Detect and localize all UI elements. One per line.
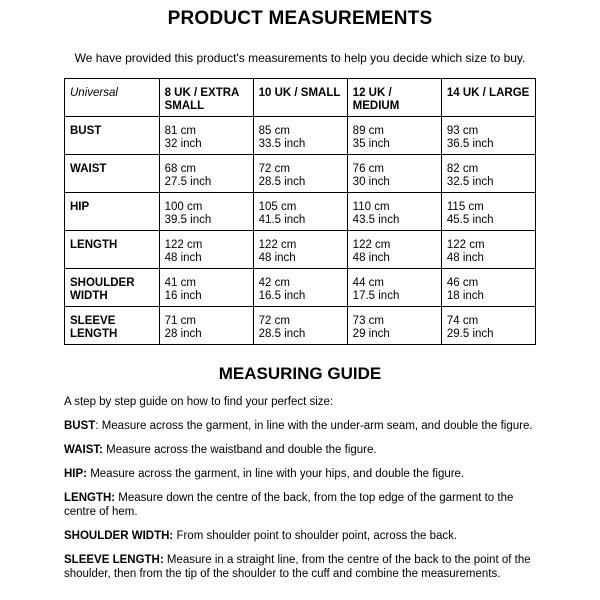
row-label: SLEEVE LENGTH [65, 307, 160, 345]
size-header-12uk: 12 UK / MEDIUM [347, 79, 441, 117]
measurement-cell [347, 117, 441, 155]
measurement-inch: 48 inch [258, 252, 296, 264]
measurement-cell [441, 117, 535, 155]
measurement-inch: 32 inch [164, 138, 202, 150]
measurement-cell [441, 269, 535, 307]
guide-term: BUST [64, 420, 96, 432]
guide-item [64, 443, 544, 457]
measurement-inch: 35 inch [352, 138, 390, 150]
measurement-cm: 122 cm [164, 239, 203, 251]
guide-text: : Measure across the garment, in line with the under-arm seam, and double the figure. [95, 420, 533, 432]
measurement-cm: 72 cm [258, 315, 290, 327]
measurement-inch: 43.5 inch [352, 214, 400, 226]
measurement-cell [159, 307, 253, 345]
table-row [65, 231, 536, 269]
table-header-row [65, 79, 536, 117]
guide-text: Measure in a straight line, from the centre of the back to the point of the shoulder, then from the tip of the shoulder to the cuff and combine the measurements. [64, 554, 531, 580]
measurement-inch: 18 inch [446, 290, 484, 302]
measurement-cm: 89 cm [352, 125, 384, 137]
guide-text: Measure across the waistband and double the figure. [102, 444, 377, 456]
row-label: HIP [65, 193, 160, 231]
measurement-inch: 48 inch [446, 252, 484, 264]
measurement-inch: 29 inch [352, 328, 390, 340]
measurement-cm: 82 cm [446, 163, 479, 175]
measurement-inch: 33.5 inch [258, 138, 306, 150]
measurement-cell [253, 307, 347, 345]
measurement-cell [253, 155, 347, 193]
measurement-cell [253, 193, 347, 231]
measurement-cm: 72 cm [258, 163, 290, 175]
measurement-cm: 41 cm [164, 277, 196, 289]
guide-item [64, 529, 544, 543]
guide-item [64, 419, 544, 433]
measurement-cell [159, 117, 253, 155]
measurement-cell [441, 231, 535, 269]
measurement-cell [347, 155, 441, 193]
measurement-inch: 28.5 inch [258, 328, 306, 340]
measurement-inch: 48 inch [164, 252, 202, 264]
measurement-cm: 73 cm [352, 315, 384, 327]
table-row [65, 193, 536, 231]
measurement-inch: 48 inch [352, 252, 390, 264]
measurement-inch: 39.5 inch [164, 214, 212, 226]
measurement-cm: 110 cm [352, 201, 390, 213]
measurement-cell [441, 193, 535, 231]
measurement-cm: 122 cm [258, 239, 297, 251]
size-table [64, 78, 536, 345]
measurement-cell [159, 231, 253, 269]
page-title: PRODUCT MEASUREMENTS [167, 8, 433, 29]
measurement-cell [347, 231, 441, 269]
measurement-inch: 41.5 inch [258, 214, 306, 226]
guide-term: SLEEVE LENGTH: [64, 554, 164, 566]
measuring-guide [64, 395, 544, 591]
measurement-cm: 93 cm [446, 125, 479, 137]
table-row [65, 269, 536, 307]
guide-term: LENGTH: [64, 492, 116, 504]
measurement-inch: 30 inch [352, 176, 390, 188]
measurement-cm: 105 cm [258, 201, 297, 213]
guide-text: Measure across the garment, in line with your hips, and double the figure. [87, 468, 465, 480]
measurement-cm: 71 cm [164, 315, 196, 327]
measurement-cell [159, 269, 253, 307]
guide-term: HIP: [64, 468, 87, 480]
row-label: LENGTH [65, 231, 160, 269]
guide-item [64, 491, 544, 519]
measurement-cell [159, 155, 253, 193]
measurement-cm: 100 cm [164, 201, 203, 213]
row-label: SHOULDER WIDTH [65, 269, 160, 307]
measurement-inch: 16 inch [164, 290, 202, 302]
guide-term: WAIST: [64, 444, 103, 456]
measurement-inch: 17.5 inch [352, 290, 400, 302]
guide-term: SHOULDER WIDTH: [64, 530, 174, 542]
measurement-cell [347, 307, 441, 345]
table-corner-label: Universal [65, 79, 160, 117]
measurement-cell [441, 307, 535, 345]
page-subtitle: We have provided this product's measurements to help you decide which size to buy. [74, 51, 526, 65]
guide-text: From shoulder point to shoulder point, across the back. [173, 530, 458, 542]
measurement-inch: 28 inch [164, 328, 202, 340]
measurement-cell [159, 193, 253, 231]
measurement-cm: 122 cm [352, 239, 391, 251]
row-label: WAIST [65, 155, 160, 193]
measurement-inch: 32.5 inch [446, 176, 494, 188]
measurement-inch: 16.5 inch [258, 290, 306, 302]
measurement-inch: 45.5 inch [446, 214, 494, 226]
table-row [65, 307, 536, 345]
guide-text: Measure down the centre of the back, from the top edge of the garment to the centre of hem. [64, 492, 514, 518]
measurement-cm: 81 cm [164, 125, 196, 137]
guide-intro: A step by step guide on how to find your perfect size: [64, 396, 334, 408]
size-header-10uk: 10 UK / SMALL [253, 79, 347, 117]
measurement-cm: 42 cm [258, 277, 290, 289]
guide-item [64, 553, 544, 581]
measurement-cell [253, 117, 347, 155]
measurement-cm: 74 cm [446, 315, 479, 327]
measurement-cell [441, 155, 535, 193]
table-row [65, 155, 536, 193]
size-header-8uk: 8 UK / EXTRA SMALL [159, 79, 253, 117]
guide-item [64, 467, 544, 481]
guide-title: MEASURING GUIDE [218, 364, 382, 383]
measurement-cm: 44 cm [352, 277, 384, 289]
measurement-cm: 122 cm [446, 239, 485, 251]
measurement-cm: 115 cm [446, 201, 484, 213]
table-row [65, 117, 536, 155]
measurement-cm: 76 cm [352, 163, 384, 175]
measurement-inch: 36.5 inch [446, 138, 494, 150]
size-header-14uk: 14 UK / LARGE [441, 79, 535, 117]
measurement-cm: 68 cm [164, 163, 196, 175]
measurement-inch: 28.5 inch [258, 176, 306, 188]
measurement-cm: 46 cm [446, 277, 479, 289]
measurement-inch: 29.5 inch [446, 328, 494, 340]
measurement-cell [253, 231, 347, 269]
measurement-cell [253, 269, 347, 307]
row-label: BUST [65, 117, 160, 155]
measurement-cell [347, 193, 441, 231]
measurement-inch: 27.5 inch [164, 176, 212, 188]
measurement-cell [347, 269, 441, 307]
measurement-cm: 85 cm [258, 125, 290, 137]
